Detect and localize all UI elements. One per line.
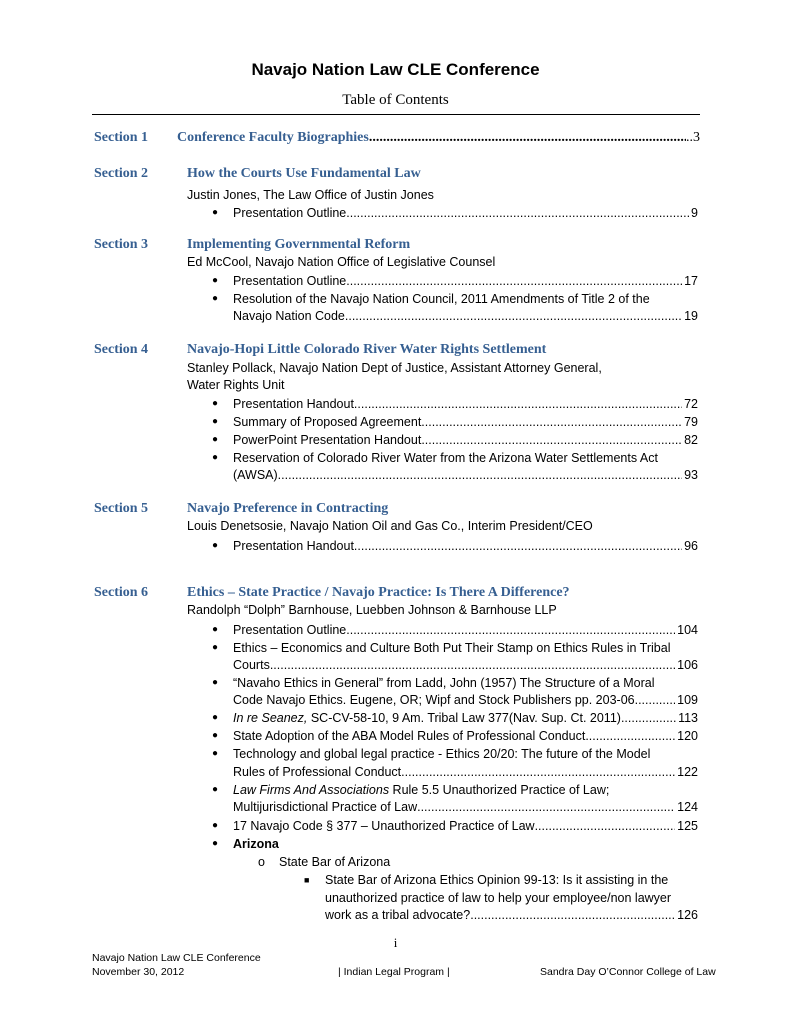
section-4-title: Navajo-Hopi Little Colorado River Water Rights Settlement	[187, 342, 547, 357]
section-6-speaker: Randolph “Dolph” Barnhouse, Luebben Johnson & Barnhouse LLP	[187, 603, 557, 617]
toc-entry[interactable]: Multijurisdictional Practice of Law ..... 124	[233, 799, 698, 815]
bullet-icon: ●	[212, 838, 219, 849]
toc-entry[interactable]: Summary of Proposed Agreement ..... 79	[233, 414, 698, 430]
section-5-speaker: Louis Denetsosie, Navajo Nation Oil and Gas Co., Interim President/CEO	[187, 519, 593, 533]
section-3-title: Implementing Governmental Reform	[187, 237, 411, 252]
case-name: In re Seanez,	[233, 711, 308, 725]
section-6-label: Section 6	[94, 585, 149, 600]
arizona-heading: Arizona	[233, 837, 279, 851]
bullet-icon: ●	[212, 416, 219, 427]
footer-conference: Navajo Nation Law CLE Conference	[92, 952, 261, 964]
footer-college: Sandra Day O’Connor College of Law	[540, 966, 716, 978]
toc-entry[interactable]: Presentation Handout ..... 72	[233, 396, 698, 412]
toc-entry[interactable]: Rules of Professional Conduct ..... 122	[233, 764, 698, 780]
bullet-icon: ●	[212, 748, 219, 759]
toc-entry-line[interactable]: State Bar of Arizona Ethics Opinion 99-13: Is it assisting in the	[325, 873, 669, 887]
toc-entry-line[interactable]: Reservation of Colorado River Water from the Arizona Water Settlements Act	[233, 451, 658, 465]
bullet-icon: ●	[212, 275, 219, 286]
toc-entry[interactable]: work as a tribal advocate? ..... 126	[325, 907, 698, 923]
bullet-icon: ●	[212, 434, 219, 445]
section-6-title: Ethics – State Practice / Navajo Practice: Is There A Difference?	[187, 585, 570, 600]
bullet-icon: ●	[212, 293, 219, 304]
toc-entry[interactable]: Presentation Outline ..... 9	[233, 205, 698, 221]
page-number: i	[393, 935, 398, 950]
toc-entry-line[interactable]: Resolution of the Navajo Nation Council, 2011 Amendments of Title 2 of the	[233, 292, 650, 306]
circle-bullet-icon: o	[258, 855, 265, 869]
square-bullet-icon: ■	[304, 875, 310, 885]
toc-entry-line[interactable]: “Navaho Ethics in General” from Ladd, John (1957) The Structure of a Moral	[233, 676, 655, 690]
title-divider	[92, 114, 700, 115]
section-2-title: How the Courts Use Fundamental Law	[187, 166, 421, 181]
section-1-entry[interactable]	[177, 130, 700, 146]
bullet-icon: ●	[212, 398, 219, 409]
bullet-icon: ●	[212, 677, 219, 688]
bullet-icon: ●	[212, 540, 219, 551]
toc-entry[interactable]: Presentation Outline ..... 104	[233, 622, 698, 638]
section-5-title: Navajo Preference in Contracting	[187, 501, 389, 516]
toc-entry[interactable]: (AWSA) ..... 93	[233, 467, 698, 483]
toc-entry[interactable]: State Adoption of the ABA Model Rules of Professional Conduct ..... 120	[233, 728, 698, 744]
toc-entry[interactable]: Presentation Outline ..... 17	[233, 273, 698, 289]
footer-program: | Indian Legal Program |	[338, 966, 450, 978]
toc-entry[interactable]: In re Seanez, SC-CV-58-10, 9 Am. Tribal Law 377(Nav. Sup. Ct. 2011) ..... 113	[233, 710, 698, 726]
toc-entry-line[interactable]: Technology and global legal practice - Ethics 20/20: The future of the Model	[233, 747, 651, 761]
toc-entry[interactable]: Code Navajo Ethics. Eugene, OR; Wipf and Stock Publishers pp. 203-06 ..... 109	[233, 692, 698, 708]
toc-entry-line[interactable]: Ethics – Economics and Culture Both Put Their Stamp on Ethics Rules in Tribal	[233, 641, 671, 655]
section-1-title: Conference Faculty Biographies	[177, 130, 369, 145]
toc-entry[interactable]: Presentation Handout ..... 96	[233, 538, 698, 554]
document-subtitle: Table of Contents	[342, 92, 449, 108]
toc-entry[interactable]: Navajo Nation Code ..... 19	[233, 308, 698, 324]
toc-entry-line[interactable]: unauthorized practice of law to help your employee/non lawyer	[325, 891, 672, 905]
section-2-label: Section 2	[94, 166, 149, 181]
section-3-label: Section 3	[94, 237, 149, 252]
section-4-speaker: Stanley Pollack, Navajo Nation Dept of Justice, Assistant Attorney General,	[187, 361, 602, 375]
bullet-icon: ●	[212, 820, 219, 831]
section-5-label: Section 5	[94, 501, 149, 516]
bullet-icon: ●	[212, 712, 219, 723]
sub-heading: State Bar of Arizona	[279, 855, 391, 869]
toc-entry[interactable]: Courts ..... 106	[233, 657, 698, 673]
section-2-speaker: Justin Jones, The Law Office of Justin Jones	[187, 188, 434, 202]
toc-entry[interactable]: PowerPoint Presentation Handout ..... 82	[233, 432, 698, 448]
footer-date: November 30, 2012	[92, 966, 185, 978]
section-3-speaker: Ed McCool, Navajo Nation Office of Legislative Counsel	[187, 255, 496, 269]
toc-entry[interactable]: 17 Navajo Code § 377 – Unauthorized Practice of Law ..... 125	[233, 818, 698, 834]
bullet-icon: ●	[212, 207, 219, 218]
bullet-icon: ●	[212, 642, 219, 653]
leader-dots	[369, 130, 686, 146]
bullet-icon: ●	[212, 624, 219, 635]
bullet-icon: ●	[212, 452, 219, 463]
document-title: Navajo Nation Law CLE Conference	[251, 60, 540, 79]
section-4-speaker-cont: Water Rights Unit	[187, 378, 285, 392]
toc-entry-line[interactable]: Law Firms And Associations Rule 5.5 Unauthorized Practice of Law;	[233, 783, 610, 797]
section-1-label: Section 1	[94, 130, 149, 145]
section-1-page: ..3	[686, 130, 700, 145]
section-4-label: Section 4	[94, 342, 149, 357]
bullet-icon: ●	[212, 730, 219, 741]
bullet-icon: ●	[212, 784, 219, 795]
